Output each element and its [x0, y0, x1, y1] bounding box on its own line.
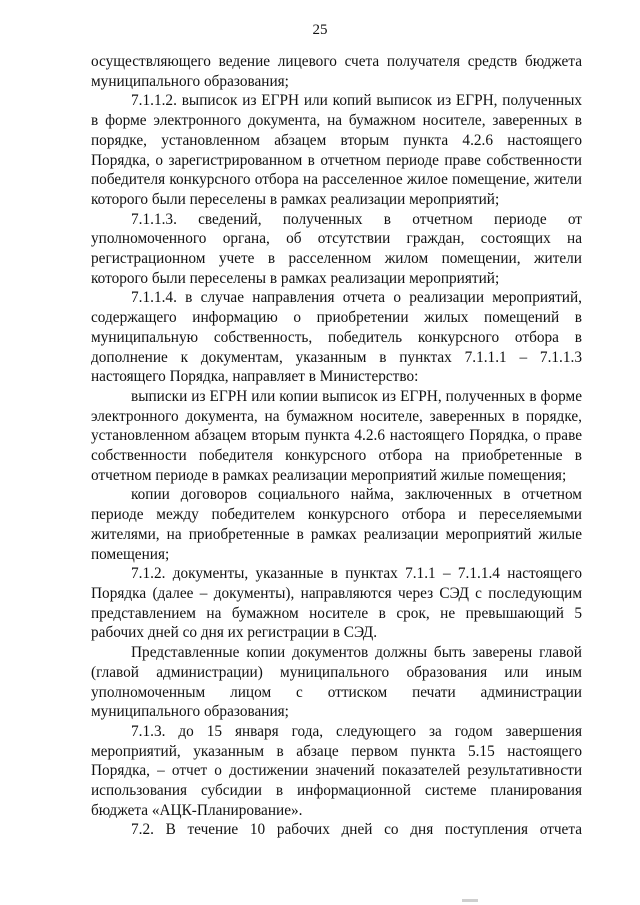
paragraph-7-1-1-3: 7.1.1.3. сведений, полученных в отчетном периоде от уполномоченного органа, об отсутствии граждан, состоящих на регистрационном учете в расселенном жилом помещении, жители которого были переселены в рамках реализации мероприятий; — [91, 210, 582, 287]
page-number: 25 — [312, 22, 328, 38]
paragraph-7-1-1-4: 7.1.1.4. в случае направления отчета о реализации мероприятий, содержащего информацию о приобретении жилых помещений в муниципальную собственность, победитель конкурсного отбора в дополнение к документам, указанным в пунктах 7.1.1.1 – 7.1.1.3 настоящего Порядка, направляет в Министерство: — [91, 289, 582, 386]
paragraph-7-2: 7.2. В течение 10 рабочих дней со дня поступления отчета — [131, 821, 582, 839]
paragraph-egrn-extracts: выписки из ЕГРН или копии выписок из ЕГРН, полученных в форме электронного документа, на бумажном носителе, заверенных в порядке, установленном абзацем вторым пункта 4.2.6 настоящего Порядка, о праве собственности победителя конкурсного отбора на приобретенные в отчетном периоде в рамках реализации мероприятий жилые помещения; — [91, 387, 582, 484]
scan-artifact — [462, 899, 478, 902]
document-body — [91, 52, 582, 840]
paragraph-continuation: осуществляющего ведение лицевого счета получателя средств бюджета муниципального образования; — [91, 53, 582, 90]
paragraph-certified-copies: Представленные копии документов должны быть заверены главой (главой администрации) муниципального образования или иным уполномоченным лицом с оттиском печати администрации муниципального образования; — [91, 644, 582, 721]
paragraph-7-1-1-2: 7.1.1.2. выписок из ЕГРН или копий выписок из ЕГРН, полученных в форме электронного документа, на бумажном носителе, заверенных в порядке, установленном абзацем вторым пункта 4.2.6 настоящего Порядка, о зарегистрированном в отчетном периоде праве собственности победителя конкурсного отбора на расселенное жилое помещение, жители которого были переселены в рамках реализации мероприятий; — [91, 92, 582, 208]
paragraph-lease-copies: копии договоров социального найма, заключенных в отчетном периоде между победителем конкурсного отбора и переселяемыми жителями, на приобретенные в рамках реализации мероприятий жилые помещения; — [91, 486, 582, 563]
paragraph-7-1-3: 7.1.3. до 15 января года, следующего за годом завершения мероприятий, указанным в абзаце первом пункта 5.15 настоящего Порядка, – отчет о достижении значений показателей результативности использования субсидии в информационной системе планирования бюджета «АЦК-Планирование». — [91, 722, 582, 819]
paragraph-7-1-2: 7.1.2. документы, указанные в пунктах 7.1.1 – 7.1.1.4 настоящего Порядка (далее – документы), направляются через СЭД с последующим представлением на бумажном носителе в срок, не превышающий 5 рабочих дней со дня их регистрации в СЭД. — [91, 565, 582, 642]
